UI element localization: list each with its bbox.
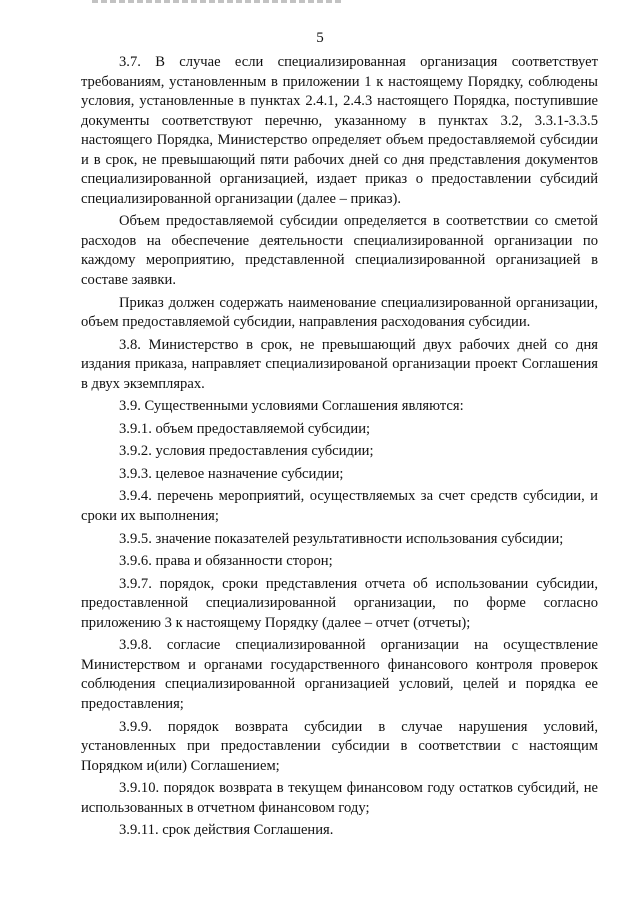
paragraph-3-9-8: 3.9.8. согласие специализированной организации на осуществление Министерством и органами государственного финансового контроля проверок соблюдения специализированной организацией условий, целей и порядка ее предоставления; — [81, 637, 598, 712]
paragraph-order-content: Приказ должен содержать наименование специализированной организации, объем предоставляемой субсидии, направления расходования субсидии. — [81, 294, 598, 331]
document-body — [81, 53, 598, 841]
paragraph-3-8: 3.8. Министерство в срок, не превышающий двух рабочих дней со дня издания приказа, направляет специализированой организации проект Соглашения в двух экземплярах. — [81, 336, 598, 392]
paragraph-3-7: 3.7. В случае если специализированная организация соответствует требованиям, установленным в приложении 1 к настоящему Порядку, соблюдены условия, установленные в пунктах 2.4.1, 2.4.3 настоящего Порядка, поступившие документы соответствуют перечню, указанному в пунктах 3.2, 3.3.1-3.3.5 настоящего Порядка, Министерство определяет объем предоставляемой субсидии и в срок, не превышающий пяти рабочих дней со дня представления документов специализированной организацией, издает приказ о предоставлении субсидий специализированной организации (далее – приказ). — [81, 54, 598, 207]
paragraph-3-9-10: 3.9.10. порядок возврата в текущем финансовом году остатков субсидий, не использованных в отчетном финансовом году; — [81, 780, 598, 816]
paragraph-3-9-11: 3.9.11. срок действия Соглашения. — [119, 822, 334, 839]
scan-header-artifact — [92, 0, 342, 3]
paragraph-3-9-1: 3.9.1. объем предоставляемой субсидии; — [119, 420, 371, 437]
paragraph-3-9-3: 3.9.3. целевое назначение субсидии; — [119, 465, 344, 482]
paragraph-3-9: 3.9. Существенными условиями Соглашения являются: — [119, 398, 464, 415]
paragraph-3-9-7: 3.9.7. порядок, сроки представления отчета об использовании субсидии, предоставленной специализированной организации, по форме согласно приложению 3 к настоящему Порядку (далее – отчет (отчеты); — [81, 575, 598, 631]
paragraph-3-9-2: 3.9.2. условия предоставления субсидии; — [119, 443, 374, 460]
paragraph-subsidy-volume: Объем предоставляемой субсидии определяется в соответствии со сметой расходов на обеспечение деятельности специализированной организации по каждому мероприятию, представленной специализированной организацией в составе заявки. — [81, 213, 598, 289]
paragraph-3-9-4: 3.9.4. перечень мероприятий, осуществляемых за счет средств субсидии, и сроки их выполнения; — [81, 488, 598, 525]
page-number: 5 — [316, 30, 324, 46]
paragraph-3-9-5: 3.9.5. значение показателей результативности использования субсидии; — [119, 530, 564, 547]
paragraph-3-9-9: 3.9.9. порядок возврата субсидии в случае нарушения условий, установленных при предоставлении субсидии в соответствии с настоящим Порядком и(или) Соглашением; — [81, 718, 598, 774]
paragraph-3-9-6: 3.9.6. права и обязанности сторон; — [119, 553, 333, 570]
